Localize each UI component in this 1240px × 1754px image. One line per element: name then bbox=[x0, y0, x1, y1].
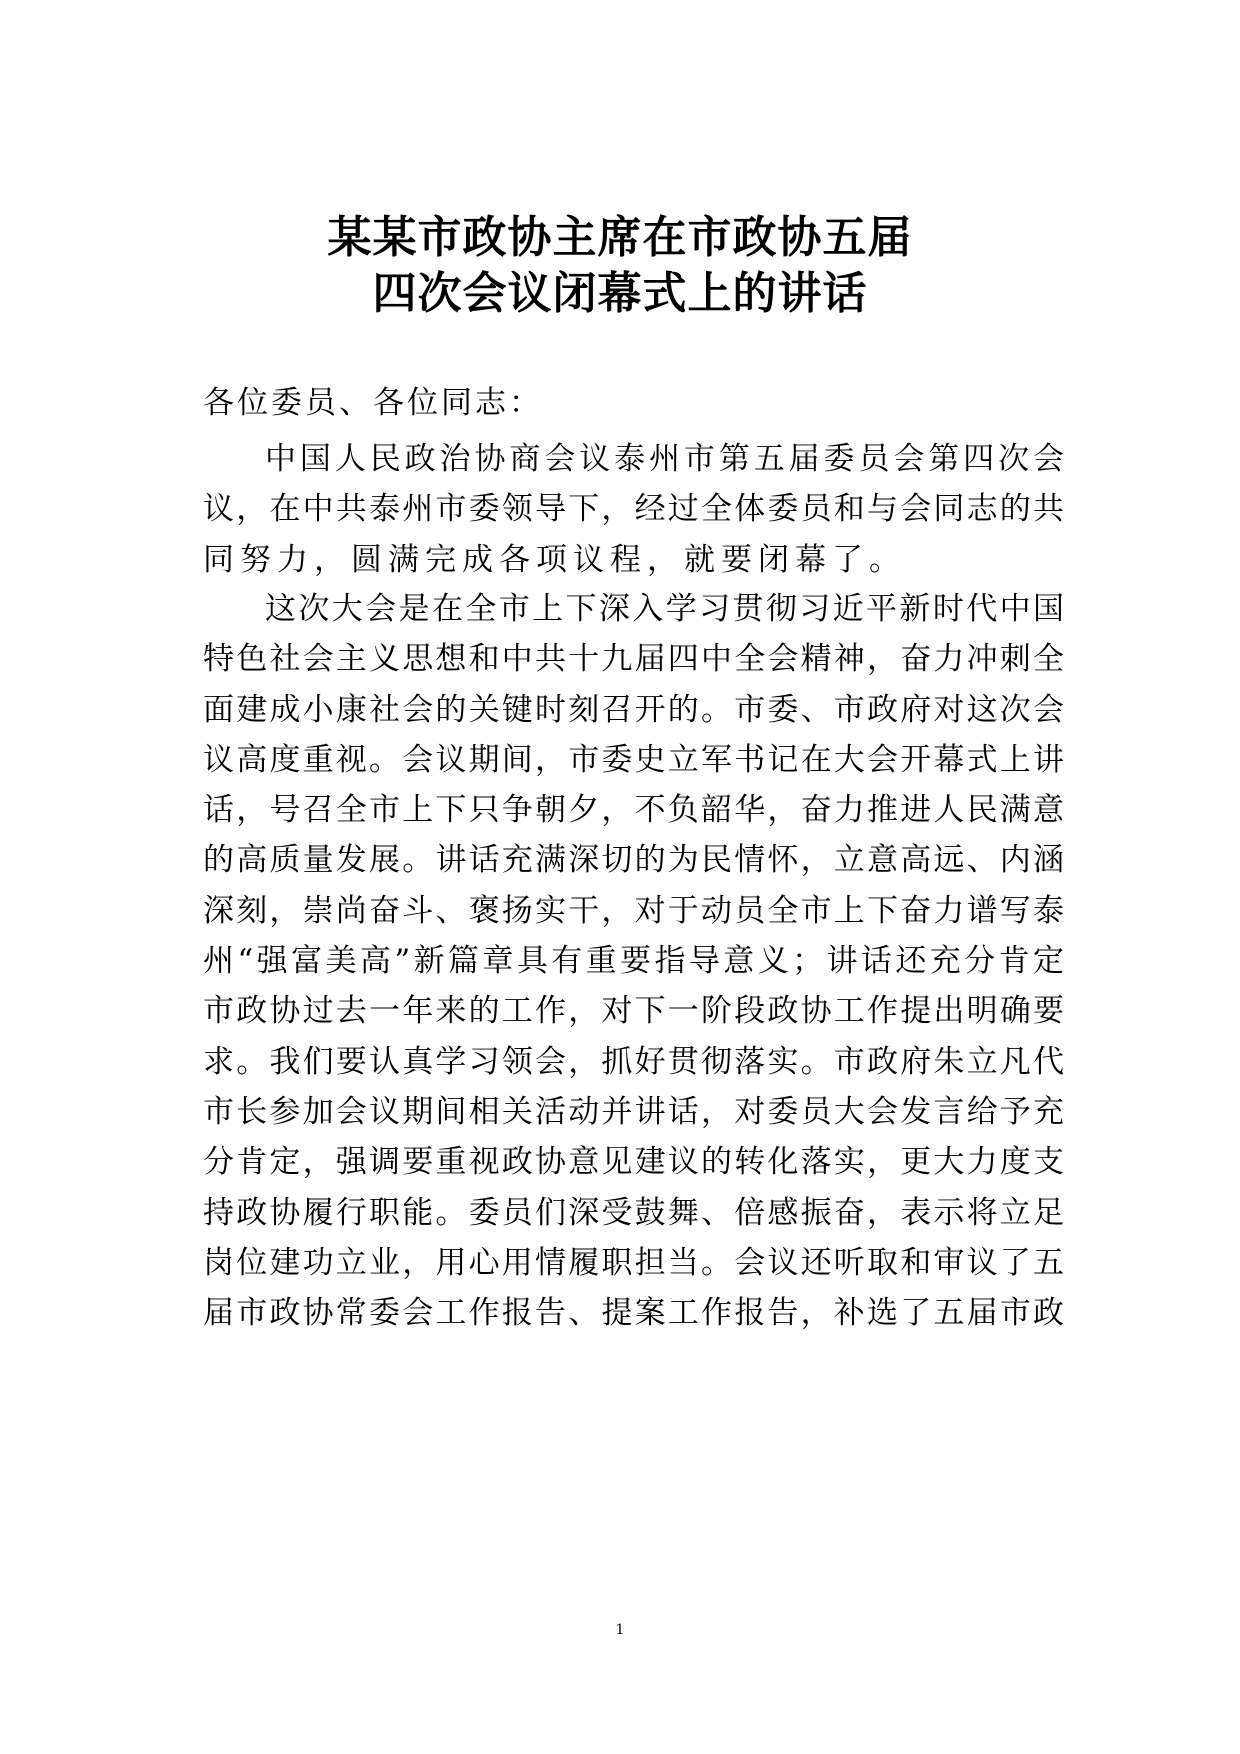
paragraph-1 bbox=[203, 434, 1065, 585]
paragraph-2-line: 议高度重视。会议期间，市委史立军书记在大会开幕式上讲 bbox=[203, 741, 1065, 778]
paragraph-2-line: 届市政协常委会工作报告、提案工作报告，补选了五届市政 bbox=[203, 1295, 1065, 1332]
paragraph-1-line: 议，在中共泰州市委领导下，经过全体委员和与会同志的共 bbox=[203, 491, 1065, 528]
title-line-1: 某某市政协主席在市政协五届 bbox=[327, 212, 913, 263]
paragraph-2-line: 求。我们要认真学习领会，抓好贯彻落实。市政府朱立凡代 bbox=[203, 1043, 1065, 1080]
paragraph-2 bbox=[203, 584, 1065, 1338]
salutation: 各位委员、各位同志： bbox=[203, 385, 543, 421]
paragraph-2-line: 面建成小康社会的关键时刻召开的。市委、市政府对这次会 bbox=[203, 691, 1065, 728]
page-number: 1 bbox=[615, 1622, 625, 1638]
paragraph-2-line: 这次大会是在全市上下深入学习贯彻习近平新时代中国 bbox=[265, 591, 1065, 627]
paragraph-1-line: 同努力，圆满完成各项议程，就要闭幕了。 bbox=[203, 541, 906, 578]
paragraph-2-line: 特色社会主义思想和中共十九届四中全会精神，奋力冲刺全 bbox=[203, 641, 1065, 678]
paragraph-2-line: 州“强富美高”新篇章具有重要指导意义；讲话还充分肯定 bbox=[203, 943, 1065, 980]
paragraph-2-line: 分肯定，强调要重视政协意见建议的转化落实，更大力度支 bbox=[203, 1144, 1065, 1181]
paragraph-2-line: 岗位建功立业，用心用情履职担当。会议还听取和审议了五 bbox=[203, 1244, 1065, 1281]
document-title bbox=[0, 210, 1240, 322]
paragraph-2-line: 的高质量发展。讲话充满深切的为民情怀，立意高远、内涵 bbox=[203, 842, 1065, 879]
paragraph-2-line: 深刻，崇尚奋斗、褒扬实干，对于动员全市上下奋力谱写泰 bbox=[203, 892, 1065, 929]
paragraph-2-line: 话，号召全市上下只争朝夕，不负韶华，奋力推进人民满意 bbox=[203, 792, 1065, 829]
paragraph-2-line: 持政协履行职能。委员们深受鼓舞、倍感振奋，表示将立足 bbox=[203, 1194, 1065, 1231]
paragraph-2-line: 市长参加会议期间相关活动并讲话，对委员大会发言给予充 bbox=[203, 1093, 1065, 1130]
title-line-2: 四次会议闭幕式上的讲话 bbox=[372, 268, 868, 319]
paragraph-2-line: 市政协过去一年来的工作，对下一阶段政协工作提出明确要 bbox=[203, 993, 1065, 1030]
paragraph-1-line: 中国人民政治协商会议泰州市第五届委员会第四次会 bbox=[265, 441, 1065, 477]
